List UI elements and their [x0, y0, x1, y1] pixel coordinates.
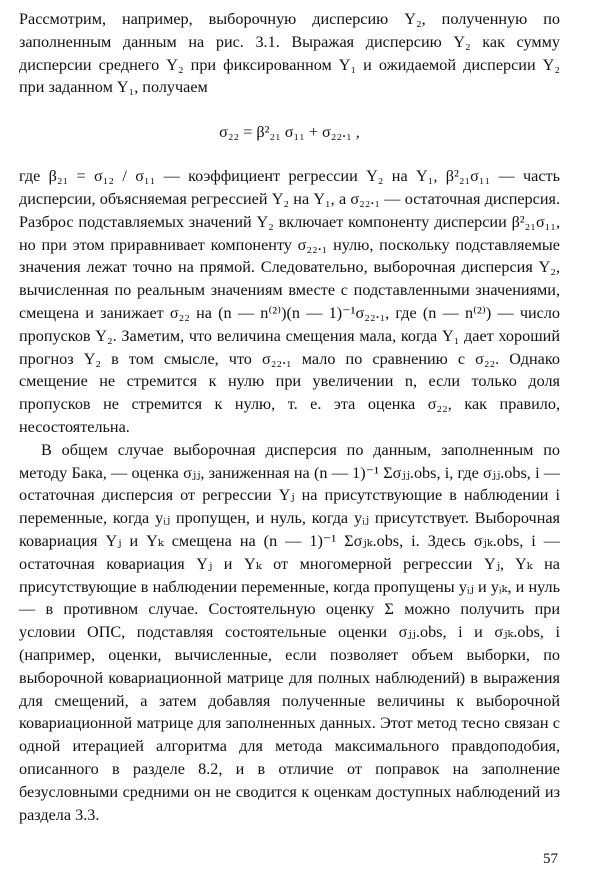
formula: σ₂₂ = β²₂₁ σ₁₁ + σ₂₂.₁ , — [219, 123, 360, 142]
page-body — [19, 8, 560, 826]
page-number: 57 — [543, 851, 558, 867]
paragraph-3: В общем случае выборочная дисперсия по данным, заполненным по методу Бака, — оценка σⱼⱼ, заниженная на (n — 1)⁻¹ Σσⱼⱼ.obs, i, где σⱼⱼ.obs, i — остаточная дисперсия от регрессии Yⱼ на присутствующие в наблюдении i переменные, когда yᵢⱼ пропущен, и нуль, когда yᵢⱼ присутствует. Выборочная ковариация Yⱼ и Yₖ смещена на (n — 1)⁻¹ Σσⱼₖ.obs, i. Здесь σⱼₖ.obs, i — остаточная ковариация Yⱼ и Yₖ от многомерной регрессии Yⱼ, Yₖ на присутствующие в наблюдении переменные, когда пропущены yᵢⱼ и yᵢₖ, и нуль — в противном случае. Состоятельную оценку Σ можно получить при условии ОПС, подставляя состоятельные оценки σⱼⱼ.obs, i и σⱼₖ.obs, i (например, оценки, вычисленные, если позволяет объем выборки, по выборочной ковариационной матрице для полных наблюдений) в выражения для смещений, а затем добавляя полученные величины к выборочной ковариационной матрице для заполненных данных. Этот метод тесно связан с одной итерацией алгоритма для метода максимального правдоподобия, описанного в разделе 8.2, и в отличие от поправок на заполнение безусловными средними он не сводится к оценкам доступных наблюдений из раздела 3.3. — [19, 440, 560, 824]
paragraph-1: Рассмотрим, например, выборочную дисперсию Y₂, полученную по заполненным данным на рис. 3.1. Выражая дисперсию Y₂ как сумму дисперсии среднего Y₂ при фиксированном Y₁ и ожидаемой дисперсии Y₂ при заданном Y₁, получаем — [19, 10, 560, 97]
paragraph-2: где β₂₁ = σ₁₂ / σ₁₁ — коэффициент регрессии Y₂ на Y₁, β²₂₁σ₁₁ — часть дисперсии, объясняемая регрессией Y₂ на Y₁, а σ₂₂.₁ — остаточная дисперсия. Разброс подставляемых значений Y₂ включает компоненту дисперсии β²₂₁σ₁₁, но при этом приравнивает компоненту σ₂₂.₁ нулю, поскольку подставляемые значения лежат точно на прямой. Следовательно, выборочная дисперсия Y₂, вычисленная по реальным значениям вместе с подставленными значениями, смещена и занижает σ₂₂ на (n — n⁽²⁾)(n — 1)⁻¹σ₂₂.₁, где (n — n⁽²⁾) — число пропусков Y₂. Заметим, что величина смещения мала, когда Y₁ дает хороший прогноз Y₂ в том смысле, что σ₂₂.₁ мало по сравнению с σ₂₂. Однако смещение не стремится к нулю при увеличении n, если только доля пропусков не стремится к нулю, т. е. эта оценка σ₂₂, как правило, несостоятельна. — [19, 167, 560, 436]
